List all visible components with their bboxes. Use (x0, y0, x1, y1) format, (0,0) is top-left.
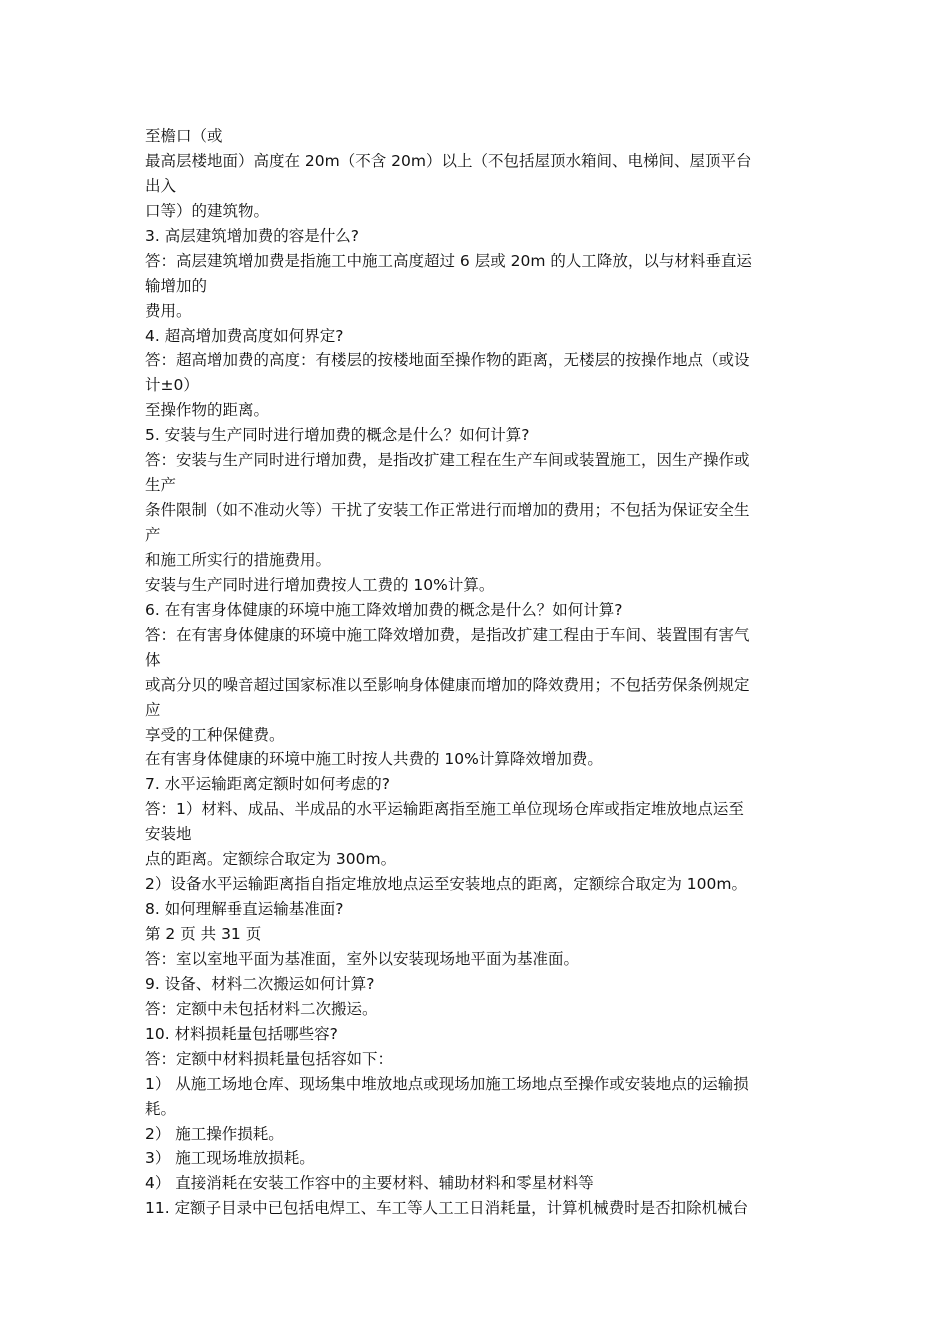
text-line: 至檐口（或 (145, 127, 223, 145)
text-line: 享受的工种保健费。 (145, 725, 285, 744)
text-line: 4. 超高增加费高度如何界定? (145, 326, 344, 345)
text-line: 至操作物的距离。 (145, 401, 270, 420)
text-line: 最高层楼地面）高度在 20m（不含 20m）以上（不包括屋顶水箱间、电梯间、屋顶平台 (145, 151, 752, 170)
text-line: 答：在有害身体健康的环境中施工降效增加费，是指改扩建工程由于车间、装置围有害气 (145, 625, 750, 644)
text-line: 口等）的建筑物。 (145, 201, 270, 220)
text-line: 应 (145, 700, 161, 719)
text-line: 答：1）材料、成品、半成品的水平运输距离指至施工单位现场仓库或指定堆放地点运至 (145, 800, 744, 819)
text-line: 2）设备水平运输距离指自指定堆放地点运至安装地点的距离，定额综合取定为 100m。 (145, 875, 747, 894)
document-body (145, 124, 810, 1221)
text-line: 安装与生产同时进行增加费按人工费的 10%计算。 (145, 575, 495, 594)
text-line: 10. 材料损耗量包括哪些容? (145, 1024, 338, 1043)
text-line: 安装地 (145, 825, 192, 844)
text-line: 出入 (145, 176, 177, 195)
text-line: 3. 高层建筑增加费的容是什么? (145, 226, 359, 245)
text-line: 计±0） (145, 376, 199, 395)
text-line: 3） 施工现场堆放损耗。 (145, 1149, 315, 1168)
text-line: 7. 水平运输距离定额时如何考虑的? (145, 775, 390, 794)
text-line: 5. 安装与生产同时进行增加费的概念是什么？如何计算? (145, 426, 530, 445)
text-line: 答：定额中未包括材料二次搬运。 (145, 999, 378, 1018)
text-line: 或高分贝的噪音超过国家标准以至影响身体健康而增加的降效费用；不包括劳保条例规定 (145, 675, 750, 694)
text-line: 4） 直接消耗在安装工作容中的主要材料、辅助材料和零星材料等 (145, 1174, 594, 1193)
text-line: 2） 施工操作损耗。 (145, 1124, 284, 1143)
text-line: 体 (145, 650, 161, 669)
text-line: 费用。 (145, 301, 192, 320)
text-line: 第 2 页 共 31 页 (145, 925, 262, 943)
text-line: 答：高层建筑增加费是指施工中施工高度超过 6 层或 20m 的人工降放，以与材料垂直运 (145, 251, 752, 270)
text-line: 点的距离。定额综合取定为 300m。 (145, 850, 397, 869)
text-line: 9. 设备、材料二次搬运如何计算? (145, 974, 375, 993)
text-line: 11. 定额子目录中已包括电焊工、车工等人工工日消耗量，计算机械费时是否扣除机械台 (145, 1199, 749, 1218)
text-line: 答：定额中材料损耗量包括容如下： (145, 1049, 394, 1068)
text-line: 答：超高增加费的高度：有楼层的按楼地面至操作物的距离，无楼层的按操作地点（或设 (145, 351, 750, 370)
text-line: 产 (145, 526, 161, 544)
text-line: 答：室以室地平面为基准面，室外以安装现场地平面为基准面。 (145, 949, 580, 968)
text-line: 在有害身体健康的环境中施工时按人共费的 10%计算降效增加费。 (145, 750, 603, 769)
text-line: 1） 从施工场地仓库、现场集中堆放地点或现场加施工场地点至操作或安装地点的运输损 (145, 1074, 749, 1093)
text-line: 耗。 (145, 1099, 177, 1118)
text-line: 答：安装与生产同时进行增加费，是指改扩建工程在生产车间或装置施工，因生产操作或 (145, 451, 750, 470)
text-line: 条件限制（如不准动火等）干扰了安装工作正常进行而增加的费用；不包括为保证安全生 (145, 501, 750, 520)
text-line: 8. 如何理解垂直运输基准面? (145, 900, 344, 919)
text-line: 6. 在有害身体健康的环境中施工降效增加费的概念是什么？如何计算? (145, 600, 623, 619)
text-line: 输增加的 (145, 276, 208, 295)
text-line: 和施工所实行的措施费用。 (145, 550, 332, 569)
text-line: 生产 (145, 476, 177, 495)
